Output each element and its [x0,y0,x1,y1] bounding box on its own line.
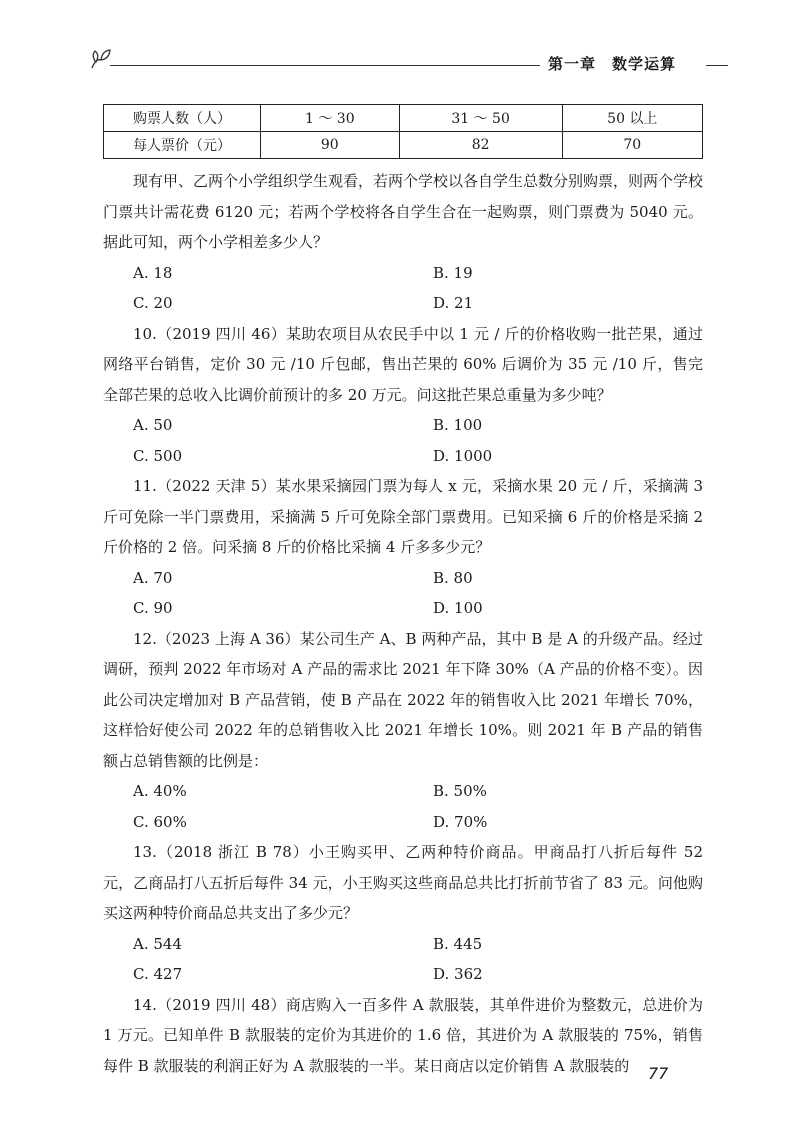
question-10-options [103,410,703,471]
option: B. 445 [433,934,483,953]
option: B. 50% [433,782,487,800]
option: A. 18 [133,263,173,282]
leaf-icon [88,46,114,72]
question-list [103,166,703,1081]
option: B. 80 [433,568,473,587]
ticket-price-table [103,104,703,159]
question-11-text: 11.（2022 天津 5）某水果采摘园门票为每人 x 元，采摘水果 20 元 / 斤，采摘满 3 斤可免除一半门票费用，采摘满 5 斤可免除全部门票费用。已知采摘 6 斤的价格是采摘 2 斤价格的 2 倍。问采摘 8 斤的价格比采摘 4 斤多多少元？ [103,477,703,556]
table-cell: 90 [261,132,400,159]
option: D. 100 [433,599,483,617]
option: C. 427 [133,965,183,983]
option: A. 50 [133,416,173,434]
option: D. 21 [433,294,474,312]
header-rule-right [706,65,728,66]
option: B. 19 [433,263,473,282]
option: C. 60% [133,812,187,831]
question-14-text: 14.（2019 四川 48）商店购入一百多件 A 款服装，其单件进价为整数元，总进价为 1 万元。已知单件 B 款服装的定价为其进价的 1.6 倍，其进价为 A 款服装的 75%，销售每件 B 款服装的利润正好为 A 款服装的一半。某日商店以定价销售 A 款服装的 [103,995,703,1075]
chapter-title: 第一章 数学运算 [548,55,677,73]
question-9-options [103,258,703,319]
table-row [104,105,703,132]
running-header [88,46,728,76]
option: C. 90 [133,599,173,617]
question-13-text: 13.（2018 浙江 B 78）小王购买甲、乙两种特价商品。甲商品打八折后每件 52 元，乙商品打八五折后每件 34 元，小王购买这些商品总共比打折前节省了 83 元。问他购买这两种特价商品总共支出了多少元？ [103,843,703,922]
question-12-text: 12.（2023 上海 A 36）某公司生产 A、B 两种产品，其中 B 是 A 的升级产品。经过调研，预判 2022 年市场对 A 产品的需求比 2021 年下降 30%（A 产品的价格不变）。因此公司决定增加对 B 产品营销，使 B 产品在 2022 年的销售收入比 2021 年增长 70%，这样恰好使公司 2022 年的总销售收入比 2021 年增长 10%。则 2021 年 B 产品的销售额占总销售额的比例是： [103,629,703,770]
table-cell: 1 ～ 30 [261,105,400,132]
option: A. 40% [133,782,187,800]
option: D. 362 [433,965,483,983]
question-10-text: 10.（2019 四川 46）某助农项目从农民手中以 1 元 / 斤的价格收购一批芒果，通过网络平台销售，定价 30 元 /10 斤包邮，售出芒果的 60% 后调价为 35 元 /10 斤，售完全部芒果的总收入比调价前预计的多 20 万元。问这批芒果总重量为多少吨？ [103,324,703,404]
option: A. 544 [133,934,182,953]
option: C. 500 [133,446,183,465]
table-row-label: 每人票价（元） [104,132,261,159]
table-row [104,132,703,159]
table-cell: 50 以上 [562,105,702,132]
question-13-options [103,929,703,990]
option: B. 100 [433,416,483,434]
header-rule-left [110,65,540,66]
option: D. 1000 [433,446,493,465]
question-11-options [103,563,703,624]
table-cell: 31 ～ 50 [399,105,562,132]
table-row-label: 购票人数（人） [104,105,261,132]
option: A. 70 [133,568,173,587]
option: D. 70% [433,812,488,831]
page-number: 77 [648,1064,669,1083]
table-cell: 82 [399,132,562,159]
option: C. 20 [133,294,173,312]
question-12-options [103,776,703,837]
table-cell: 70 [562,132,702,159]
question-9-text: 现有甲、乙两个小学组织学生观看，若两个学校以各自学生总数分别购票，则两个学校门票共计需花费 6120 元；若两个学校将各自学生合在一起购票，则门票费为 5040 元。据此可知，两个小学相差多少人？ [103,172,704,251]
